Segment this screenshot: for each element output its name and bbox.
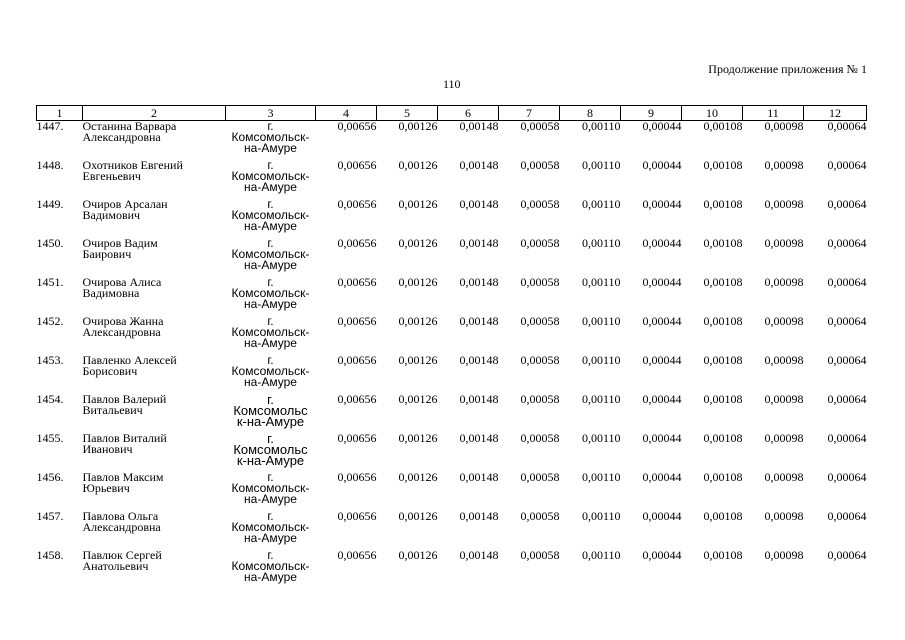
page-header — [0, 0, 905, 100]
value-cell: 0,00108 — [703, 548, 743, 562]
person-name — [83, 316, 226, 355]
name-line: Павлова Ольга — [82, 509, 159, 523]
row-number: 1458. — [36, 548, 64, 562]
city-line: Комсомольск- — [231, 520, 310, 534]
city-line: г. — [267, 470, 274, 484]
value-cell: 0,00126 — [398, 275, 438, 289]
city-line: Комсомольск- — [231, 208, 310, 222]
city-line: на-Амуре — [244, 180, 297, 194]
person-name — [83, 472, 226, 511]
city-line: на-Амуре — [244, 258, 297, 272]
city — [226, 394, 316, 433]
value-cell: 0,00110 — [581, 392, 621, 406]
table-row — [37, 355, 867, 394]
city-line: Комсомольск- — [231, 286, 310, 300]
value-cell: 0,00058 — [520, 119, 560, 133]
value-cell: 0,00098 — [764, 548, 804, 562]
row-number: 1457. — [36, 509, 64, 523]
name-line: Александровна — [82, 130, 161, 144]
value-cell: 0,00148 — [459, 119, 499, 133]
value-cell: 0,00110 — [581, 548, 621, 562]
city — [226, 316, 316, 355]
table-row — [37, 550, 867, 589]
name-line: Витальевич — [82, 403, 143, 417]
person-name — [83, 550, 226, 589]
value-cell: 0,00044 — [642, 275, 682, 289]
city-line: к-на-Амуре — [236, 414, 305, 429]
value-cell: 0,00064 — [827, 197, 867, 211]
row-number: 1455. — [36, 431, 64, 445]
city-line: г. — [267, 548, 274, 562]
value-cell: 0,00044 — [642, 431, 682, 445]
city — [226, 199, 316, 238]
value-cell: 0,00656 — [337, 509, 377, 523]
name-line: Евгеньевич — [82, 169, 141, 183]
table-row — [37, 472, 867, 511]
value-cell: 0,00064 — [827, 119, 867, 133]
person-name — [83, 433, 226, 472]
row-number: 1456. — [36, 470, 64, 484]
value-cell: 0,00098 — [764, 314, 804, 328]
value-cell: 0,00110 — [581, 236, 621, 250]
column-header: 11 — [743, 106, 804, 121]
value-cell: 0,00108 — [703, 509, 743, 523]
name-line: Борисович — [82, 364, 138, 378]
name-line: Вадимович — [82, 208, 141, 222]
value-cell: 0,00108 — [703, 314, 743, 328]
value-cell: 0,00656 — [337, 314, 377, 328]
value-cell: 0,00108 — [703, 197, 743, 211]
value-cell: 0,00064 — [827, 431, 867, 445]
column-header: 2 — [83, 106, 226, 121]
value-cell: 0,00108 — [703, 392, 743, 406]
value-cell: 0,00108 — [703, 470, 743, 484]
city-line: Комсомольск- — [231, 481, 310, 495]
table-row — [37, 238, 867, 277]
value-cell: 0,00064 — [827, 275, 867, 289]
city-line: на-Амуре — [244, 336, 297, 350]
value-cell: 0,00064 — [827, 314, 867, 328]
value-cell: 0,00148 — [459, 353, 499, 367]
name-line: Охотников Евгений — [82, 158, 183, 172]
value-cell: 0,00656 — [337, 275, 377, 289]
value-cell: 0,00064 — [827, 548, 867, 562]
value-cell: 0,00110 — [581, 314, 621, 328]
row-number: 1450. — [36, 236, 64, 250]
city-line: к-на-Амуре — [236, 453, 305, 468]
value-cell: 0,00108 — [703, 353, 743, 367]
value-cell: 0,00656 — [337, 158, 377, 172]
value-cell: 0,00126 — [398, 431, 438, 445]
name-line: Баирович — [82, 247, 132, 261]
city-line: г. — [267, 158, 274, 172]
person-name — [83, 238, 226, 277]
city-line: г. — [267, 509, 274, 523]
value-cell: 0,00126 — [398, 470, 438, 484]
value-cell: 0,00058 — [520, 197, 560, 211]
value-cell: 0,00044 — [642, 470, 682, 484]
table-row — [37, 433, 867, 472]
row-number: 1451. — [36, 275, 64, 289]
table-row — [37, 199, 867, 238]
column-header: 5 — [377, 106, 438, 121]
name-line: Павленко Алексей — [82, 353, 177, 367]
value-cell: 0,00044 — [642, 353, 682, 367]
value-cell: 0,00656 — [337, 392, 377, 406]
table-row — [37, 277, 867, 316]
table-row — [37, 316, 867, 355]
value-cell: 0,00148 — [459, 158, 499, 172]
value-cell: 0,00058 — [520, 275, 560, 289]
name-line: Анатольевич — [82, 559, 149, 573]
column-header: 12 — [804, 106, 867, 121]
continuation-note: Продолжение приложения № 1 — [708, 62, 867, 76]
name-line: Очиров Вадим — [82, 236, 158, 250]
value-cell: 0,00098 — [764, 392, 804, 406]
city-line: Комсомольс — [233, 403, 308, 418]
value-cell: 0,00064 — [827, 353, 867, 367]
city — [226, 472, 316, 511]
value-cell: 0,00110 — [581, 158, 621, 172]
value-cell: 0,00044 — [642, 158, 682, 172]
value-cell: 0,00058 — [520, 470, 560, 484]
city-line: на-Амуре — [244, 141, 297, 155]
name-line: Очиров Арсалан — [82, 197, 168, 211]
value-cell: 0,00098 — [764, 275, 804, 289]
name-line: Павлов Максим — [82, 470, 164, 484]
column-header: 9 — [621, 106, 682, 121]
value-cell: 0,00058 — [520, 236, 560, 250]
city-line: г. — [267, 119, 274, 133]
row-number: 1448. — [36, 158, 64, 172]
city-line: г. — [267, 314, 274, 328]
value-cell: 0,00148 — [459, 509, 499, 523]
value-cell: 0,00098 — [764, 236, 804, 250]
value-cell: 0,00098 — [764, 197, 804, 211]
value-cell: 0,00098 — [764, 431, 804, 445]
city-line: на-Амуре — [244, 297, 297, 311]
name-line: Александровна — [82, 520, 161, 534]
city-line: г. — [267, 236, 274, 250]
value-cell: 0,00044 — [642, 509, 682, 523]
value-cell: 0,00148 — [459, 314, 499, 328]
value-cell: 0,00126 — [398, 119, 438, 133]
value-cell: 0,00064 — [827, 236, 867, 250]
value-cell: 0,00044 — [642, 314, 682, 328]
value-cell: 0,00148 — [459, 197, 499, 211]
value-cell: 0,00110 — [581, 275, 621, 289]
value-cell: 0,00126 — [398, 236, 438, 250]
value-cell: 0,00126 — [398, 548, 438, 562]
city-line: Комсомольск- — [231, 169, 310, 183]
value-cell: 0,00058 — [520, 392, 560, 406]
value-cell: 0,00098 — [764, 509, 804, 523]
value-cell: 0,00656 — [337, 197, 377, 211]
value-cell: 0,00108 — [703, 275, 743, 289]
value-cell: 0,00108 — [703, 236, 743, 250]
value-cell: 0,00126 — [398, 197, 438, 211]
value-cell: 0,00110 — [581, 119, 621, 133]
city-line: на-Амуре — [244, 219, 297, 233]
value-cell: 0,00126 — [398, 509, 438, 523]
value-cell: 0,00098 — [764, 158, 804, 172]
value-cell: 0,00126 — [398, 314, 438, 328]
column-header: 4 — [316, 106, 377, 121]
value-cell: 0,00148 — [459, 392, 499, 406]
value-cell: 0,00656 — [337, 431, 377, 445]
value-cell: 0,00148 — [459, 275, 499, 289]
table-body — [37, 121, 867, 590]
value-cell: 0,00064 — [827, 158, 867, 172]
value-cell: 0,00058 — [520, 509, 560, 523]
value-cell: 0,00126 — [398, 158, 438, 172]
name-line: Очирова Жанна — [82, 314, 164, 328]
city-line: г. — [267, 392, 274, 407]
value-cell: 0,00110 — [581, 353, 621, 367]
value-cell: 0,00656 — [337, 548, 377, 562]
value-cell: 0,00058 — [520, 158, 560, 172]
row-number: 1453. — [36, 353, 64, 367]
value-cell: 0,00656 — [337, 119, 377, 133]
column-header: 1 — [37, 106, 83, 121]
city-line: Комсомольск- — [231, 364, 310, 378]
value-cell: 0,00110 — [581, 470, 621, 484]
person-name — [83, 355, 226, 394]
city-line: Комсомольск- — [231, 325, 310, 339]
value-cell: 0,00126 — [398, 392, 438, 406]
value-cell: 0,00058 — [520, 353, 560, 367]
value-cell: 0,00126 — [398, 353, 438, 367]
value-cell: 0,00656 — [337, 353, 377, 367]
person-name — [83, 199, 226, 238]
value-cell: 0,00044 — [642, 119, 682, 133]
data-table — [36, 105, 867, 589]
column-header: 6 — [438, 106, 499, 121]
name-line: Александровна — [82, 325, 161, 339]
city-line: Комсомольск- — [231, 559, 310, 573]
column-header: 3 — [226, 106, 316, 121]
name-line: Павлюк Сергей — [82, 548, 162, 562]
table-row — [37, 160, 867, 199]
value-cell: 0,00044 — [642, 392, 682, 406]
value-cell: 0,00148 — [459, 548, 499, 562]
table-row — [37, 511, 867, 550]
value-cell: 0,00044 — [642, 548, 682, 562]
value-cell: 0,00064 — [827, 509, 867, 523]
value-cell: 0,00044 — [642, 236, 682, 250]
name-line: Павлов Валерий — [82, 392, 167, 406]
value-cell: 0,00098 — [764, 119, 804, 133]
value-cell: 0,00108 — [703, 158, 743, 172]
person-name — [83, 394, 226, 433]
name-line: Вадимовна — [82, 286, 140, 300]
name-line: Очирова Алиса — [82, 275, 162, 289]
name-line: Останина Варвара — [82, 119, 177, 133]
column-header: 8 — [560, 106, 621, 121]
table-row — [37, 394, 867, 433]
value-cell: 0,00656 — [337, 236, 377, 250]
city — [226, 160, 316, 199]
city-line: Комсомольск- — [231, 130, 310, 144]
city-line: на-Амуре — [244, 531, 297, 545]
value-cell: 0,00656 — [337, 470, 377, 484]
person-name — [83, 511, 226, 550]
city-line: на-Амуре — [244, 492, 297, 506]
row-number: 1452. — [36, 314, 64, 328]
city-line: г. — [267, 431, 274, 446]
table-row — [37, 121, 867, 161]
name-line: Павлов Виталий — [82, 431, 167, 445]
value-cell: 0,00058 — [520, 431, 560, 445]
city-line: Комсомольс — [233, 442, 308, 457]
city — [226, 511, 316, 550]
city-line: г. — [267, 197, 274, 211]
value-cell: 0,00058 — [520, 314, 560, 328]
person-name — [83, 121, 226, 161]
value-cell: 0,00148 — [459, 236, 499, 250]
value-cell: 0,00110 — [581, 197, 621, 211]
person-name — [83, 160, 226, 199]
value-cell: 0,00064 — [827, 392, 867, 406]
value-cell: 0,00110 — [581, 509, 621, 523]
value-cell: 0,00098 — [764, 470, 804, 484]
city — [226, 121, 316, 161]
name-line: Иванович — [82, 442, 133, 456]
value-cell: 0,00064 — [827, 470, 867, 484]
row-number: 1447. — [36, 119, 64, 133]
value-cell: 0,00058 — [520, 548, 560, 562]
column-header: 7 — [499, 106, 560, 121]
city — [226, 277, 316, 316]
city-line: г. — [267, 353, 274, 367]
person-name — [83, 277, 226, 316]
city-line: на-Амуре — [244, 570, 297, 584]
value-cell: 0,00098 — [764, 353, 804, 367]
city — [226, 433, 316, 472]
column-header: 10 — [682, 106, 743, 121]
page-number: 110 — [443, 77, 461, 91]
row-number: 1449. — [36, 197, 64, 211]
name-line: Юрьевич — [82, 481, 130, 495]
value-cell: 0,00110 — [581, 431, 621, 445]
city — [226, 355, 316, 394]
city-line: г. — [267, 275, 274, 289]
row-number: 1454. — [36, 392, 64, 406]
value-cell: 0,00148 — [459, 470, 499, 484]
city — [226, 550, 316, 589]
city-line: на-Амуре — [244, 375, 297, 389]
value-cell: 0,00044 — [642, 197, 682, 211]
value-cell: 0,00108 — [703, 119, 743, 133]
value-cell: 0,00148 — [459, 431, 499, 445]
city — [226, 238, 316, 277]
value-cell: 0,00108 — [703, 431, 743, 445]
city-line: Комсомольск- — [231, 247, 310, 261]
